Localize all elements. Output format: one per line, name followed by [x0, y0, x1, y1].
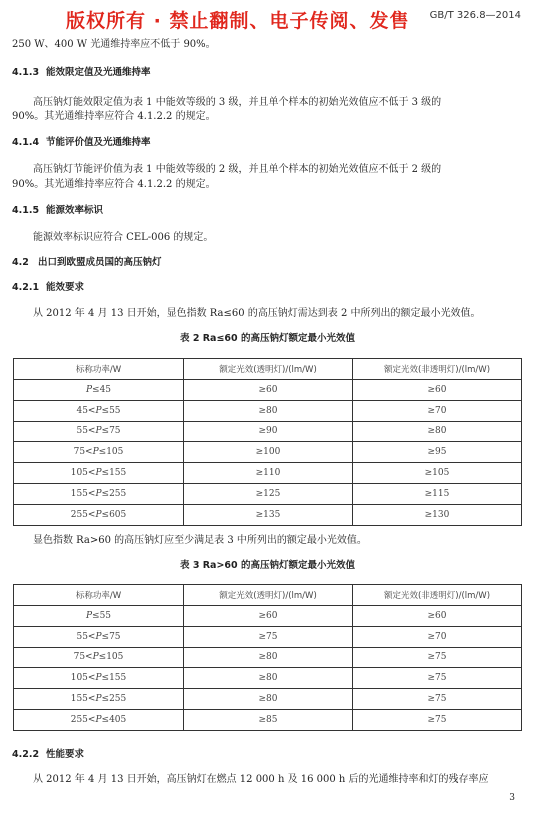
column-header-clear-efficacy: 额定光效(透明灯)/(lm/W)	[184, 585, 353, 606]
nonclear-efficacy-cell: ≥60	[353, 606, 522, 627]
clear-efficacy-cell: ≥90	[184, 421, 353, 442]
power-cell: 255<P≤405	[14, 709, 184, 730]
clear-efficacy-cell: ≥60	[184, 606, 353, 627]
power-cell: 55<P≤75	[14, 421, 184, 442]
table-2-body	[14, 380, 522, 526]
paragraph-energy-label: 能源效率标识应符合 CEL-006 的规定。	[33, 232, 214, 243]
clear-efficacy-cell: ≥80	[184, 647, 353, 668]
table-row	[14, 626, 522, 647]
table-row	[14, 668, 522, 689]
power-cell: P≤55	[14, 606, 184, 627]
column-header-power: 标称功率/W	[14, 585, 184, 606]
section-heading-4-2	[12, 256, 521, 270]
section-title: 能效要求	[46, 282, 85, 293]
table-row	[14, 400, 522, 421]
power-cell: 155<P≤255	[14, 689, 184, 710]
standard-code: GB/T 326.8—2014	[429, 10, 521, 21]
table-3	[13, 584, 522, 731]
nonclear-efficacy-cell: ≥95	[353, 442, 522, 463]
page-number: 3	[509, 793, 515, 803]
power-cell: 75<P≤105	[14, 442, 184, 463]
table-row	[14, 709, 522, 730]
table-3-body	[14, 606, 522, 731]
nonclear-efficacy-cell: ≥130	[353, 504, 522, 525]
nonclear-efficacy-cell: ≥115	[353, 483, 522, 504]
clear-efficacy-cell: ≥125	[184, 483, 353, 504]
nonclear-efficacy-cell: ≥70	[353, 626, 522, 647]
power-cell: 105<P≤155	[14, 463, 184, 484]
section-heading-4-1-4	[12, 136, 521, 150]
section-number: 4.1.5	[12, 205, 40, 216]
power-cell: 155<P≤255	[14, 483, 184, 504]
section-number: 4.1.3	[12, 67, 40, 78]
paragraph-lumen-maintenance: 250 W、400 W 光通维持率应不低于 90%。	[12, 39, 216, 50]
paragraph-efficacy-limit-line1: 高压钠灯能效限定值为表 1 中能效等级的 3 级，并且单个样本的初始光效值应不低于 3 级的	[33, 97, 442, 108]
nonclear-efficacy-cell: ≥80	[353, 421, 522, 442]
nonclear-efficacy-cell: ≥70	[353, 400, 522, 421]
table-row	[14, 504, 522, 525]
paragraph-energy-saving-line2: 90%。其光通维持率应符合 4.1.2.2 的规定。	[12, 179, 216, 190]
nonclear-efficacy-cell: ≥75	[353, 668, 522, 689]
clear-efficacy-cell: ≥60	[184, 380, 353, 401]
column-header-power: 标称功率/W	[14, 359, 184, 380]
column-header-clear-efficacy: 额定光效(透明灯)/(lm/W)	[184, 359, 353, 380]
section-number: 4.2	[12, 257, 29, 268]
clear-efficacy-cell: ≥135	[184, 504, 353, 525]
table-row	[14, 606, 522, 627]
clear-efficacy-cell: ≥100	[184, 442, 353, 463]
table2-caption: 表 2 Ra≤60 的高压钠灯额定最小光效值	[180, 333, 355, 344]
section-number: 4.1.4	[12, 137, 40, 148]
section-title: 性能要求	[46, 749, 85, 760]
column-header-nonclear-efficacy: 额定光效(非透明灯)/(lm/W)	[353, 585, 522, 606]
table-row	[14, 647, 522, 668]
table-row	[14, 421, 522, 442]
clear-efficacy-cell: ≥85	[184, 709, 353, 730]
section-title: 能源效率标识	[46, 205, 104, 216]
section-heading-4-1-3	[12, 66, 521, 80]
nonclear-efficacy-cell: ≥75	[353, 689, 522, 710]
power-cell: 75<P≤105	[14, 647, 184, 668]
power-cell: 105<P≤155	[14, 668, 184, 689]
section-number: 4.2.1	[12, 282, 40, 293]
paragraph-performance-requirements: 从 2012 年 4 月 13 日开始，高压钠灯在燃点 12 000 h 及 16 000 h 后的光通维持率和灯的残存率应	[33, 774, 489, 785]
section-heading-4-2-1	[12, 281, 521, 295]
table-header-row	[14, 585, 522, 606]
table-2	[13, 358, 522, 526]
power-cell: 55<P≤75	[14, 626, 184, 647]
table-header-row	[14, 359, 522, 380]
section-title: 节能评价值及光通维持率	[46, 137, 151, 148]
clear-efficacy-cell: ≥75	[184, 626, 353, 647]
power-cell: P≤45	[14, 380, 184, 401]
nonclear-efficacy-cell: ≥75	[353, 709, 522, 730]
section-heading-4-2-2	[12, 748, 521, 762]
table-row	[14, 380, 522, 401]
power-cell: 255<P≤605	[14, 504, 184, 525]
table-row	[14, 483, 522, 504]
paragraph-efficacy-limit-line2: 90%。其光通维持率应符合 4.1.2.2 的规定。	[12, 111, 216, 122]
clear-efficacy-cell: ≥80	[184, 668, 353, 689]
nonclear-efficacy-cell: ≥105	[353, 463, 522, 484]
column-header-nonclear-efficacy: 额定光效(非透明灯)/(lm/W)	[353, 359, 522, 380]
clear-efficacy-cell: ≥80	[184, 689, 353, 710]
nonclear-efficacy-cell: ≥75	[353, 647, 522, 668]
copyright-watermark: 版权所有 · 禁止翻制、电子传阅、发售	[66, 10, 410, 32]
table-row	[14, 689, 522, 710]
section-number: 4.2.2	[12, 749, 40, 760]
power-cell: 45<P≤55	[14, 400, 184, 421]
section-title: 能效限定值及光通维持率	[46, 67, 151, 78]
clear-efficacy-cell: ≥110	[184, 463, 353, 484]
table-row	[14, 442, 522, 463]
section-heading-4-1-5	[12, 204, 521, 218]
table3-caption: 表 3 Ra>60 的高压钠灯额定最小光效值	[180, 560, 355, 571]
paragraph-table2-intro: 从 2012 年 4 月 13 日开始，显色指数 Ra≤60 的高压钠灯需达到表 2 中所列出的额定最小光效值。	[33, 308, 481, 319]
paragraph-table3-intro: 显色指数 Ra>60 的高压钠灯应至少满足表 3 中所列出的额定最小光效值。	[33, 535, 367, 546]
paragraph-energy-saving-line1: 高压钠灯节能评价值为表 1 中能效等级的 2 级，并且单个样本的初始光效值应不低于 2 级的	[33, 164, 442, 175]
clear-efficacy-cell: ≥80	[184, 400, 353, 421]
table-row	[14, 463, 522, 484]
section-title: 出口到欧盟成员国的高压钠灯	[38, 257, 162, 268]
nonclear-efficacy-cell: ≥60	[353, 380, 522, 401]
